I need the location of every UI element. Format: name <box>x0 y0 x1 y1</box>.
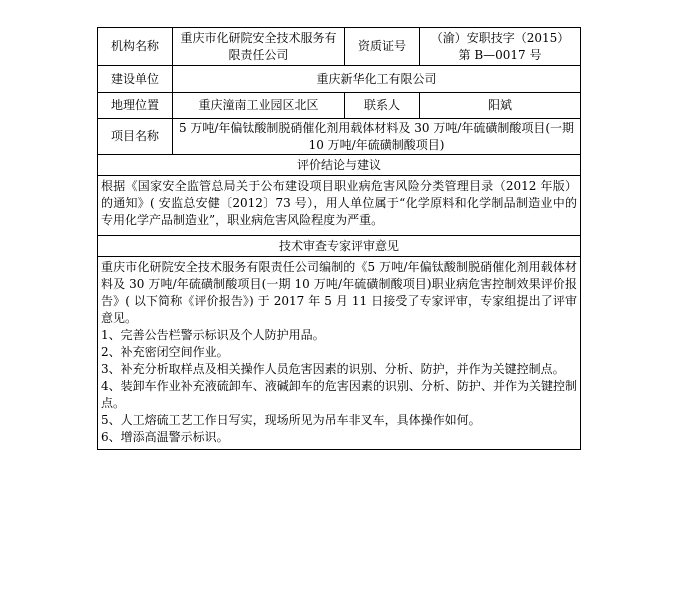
review-item: 5、人工熔硫工艺工作日写实，现场所见为吊车非叉车，具体操作如何。 <box>101 413 481 427</box>
row-conclusion-body <box>98 176 581 236</box>
contact-label: 联系人 <box>345 93 420 119</box>
row-organization <box>98 28 581 66</box>
cert-value <box>420 28 581 66</box>
review-item: 3、补充分析取样点及相关操作人员危害因素的识别、分析、防护，并作为关键控制点。 <box>101 362 565 376</box>
review-item: 4、装卸车作业补充液硫卸车、液碱卸车的危害因素的识别、分析、防护、并作为关键控制点。 <box>101 379 577 410</box>
location-value: 重庆潼南工业园区北区 <box>173 93 345 119</box>
org-label: 机构名称 <box>98 28 173 66</box>
project-value: 5 万吨/年偏钛酸制脱硝催化剂用载体材料及 30 万吨/年硫磺制酸项目(一期 10 万吨/年硫磺制酸项目) <box>173 119 581 155</box>
assessment-form-table <box>97 27 581 450</box>
review-item: 1、完善公告栏警示标识及个人防护用品。 <box>101 328 325 342</box>
review-title: 技术审查专家评审意见 <box>98 236 581 257</box>
cert-value-line2: 第 B—0017 号 <box>458 47 542 62</box>
location-label: 地理位置 <box>98 93 173 119</box>
org-value: 重庆市化研院安全技术服务有限责任公司 <box>173 28 345 66</box>
row-location <box>98 93 581 119</box>
row-conclusion-title <box>98 155 581 176</box>
conclusion-title: 评价结论与建议 <box>98 155 581 176</box>
review-item: 2、补充密闭空间作业。 <box>101 345 229 359</box>
row-review-title <box>98 236 581 257</box>
cert-value-line1: （渝）安职技字（2015） <box>430 30 570 45</box>
unit-label: 建设单位 <box>98 66 173 93</box>
row-project <box>98 119 581 155</box>
review-intro: 重庆市化研院安全技术服务有限责任公司编制的《5 万吨/年偏钛酸制脱硝催化剂用载体材料及 30 万吨/年硫磺制酸项目(一期 10 万吨/年硫磺制酸项目)职业病危害控制效果评价报告》( 以下简称《评价报告》) 于 2017 年 5 月 11 日接受了专家评审，专家组提出了评审意见。 <box>101 260 577 325</box>
review-body <box>98 257 581 450</box>
project-label: 项目名称 <box>98 119 173 155</box>
row-review-body <box>98 257 581 450</box>
row-construction-unit <box>98 66 581 93</box>
unit-value: 重庆新华化工有限公司 <box>173 66 581 93</box>
review-item: 6、增添高温警示标识。 <box>101 430 229 444</box>
conclusion-text: 根据《国家安全监管总局关于公布建设项目职业病危害风险分类管理目录（2012 年版）的通知》( 安监总安健〔2012〕73 号），用人单位属于“化学原料和化学制品制造业中的专用化学产品制造业”，职业病危害风险程度为严重。 <box>98 176 581 236</box>
contact-value: 阳斌 <box>420 93 581 119</box>
cert-label: 资质证号 <box>345 28 420 66</box>
